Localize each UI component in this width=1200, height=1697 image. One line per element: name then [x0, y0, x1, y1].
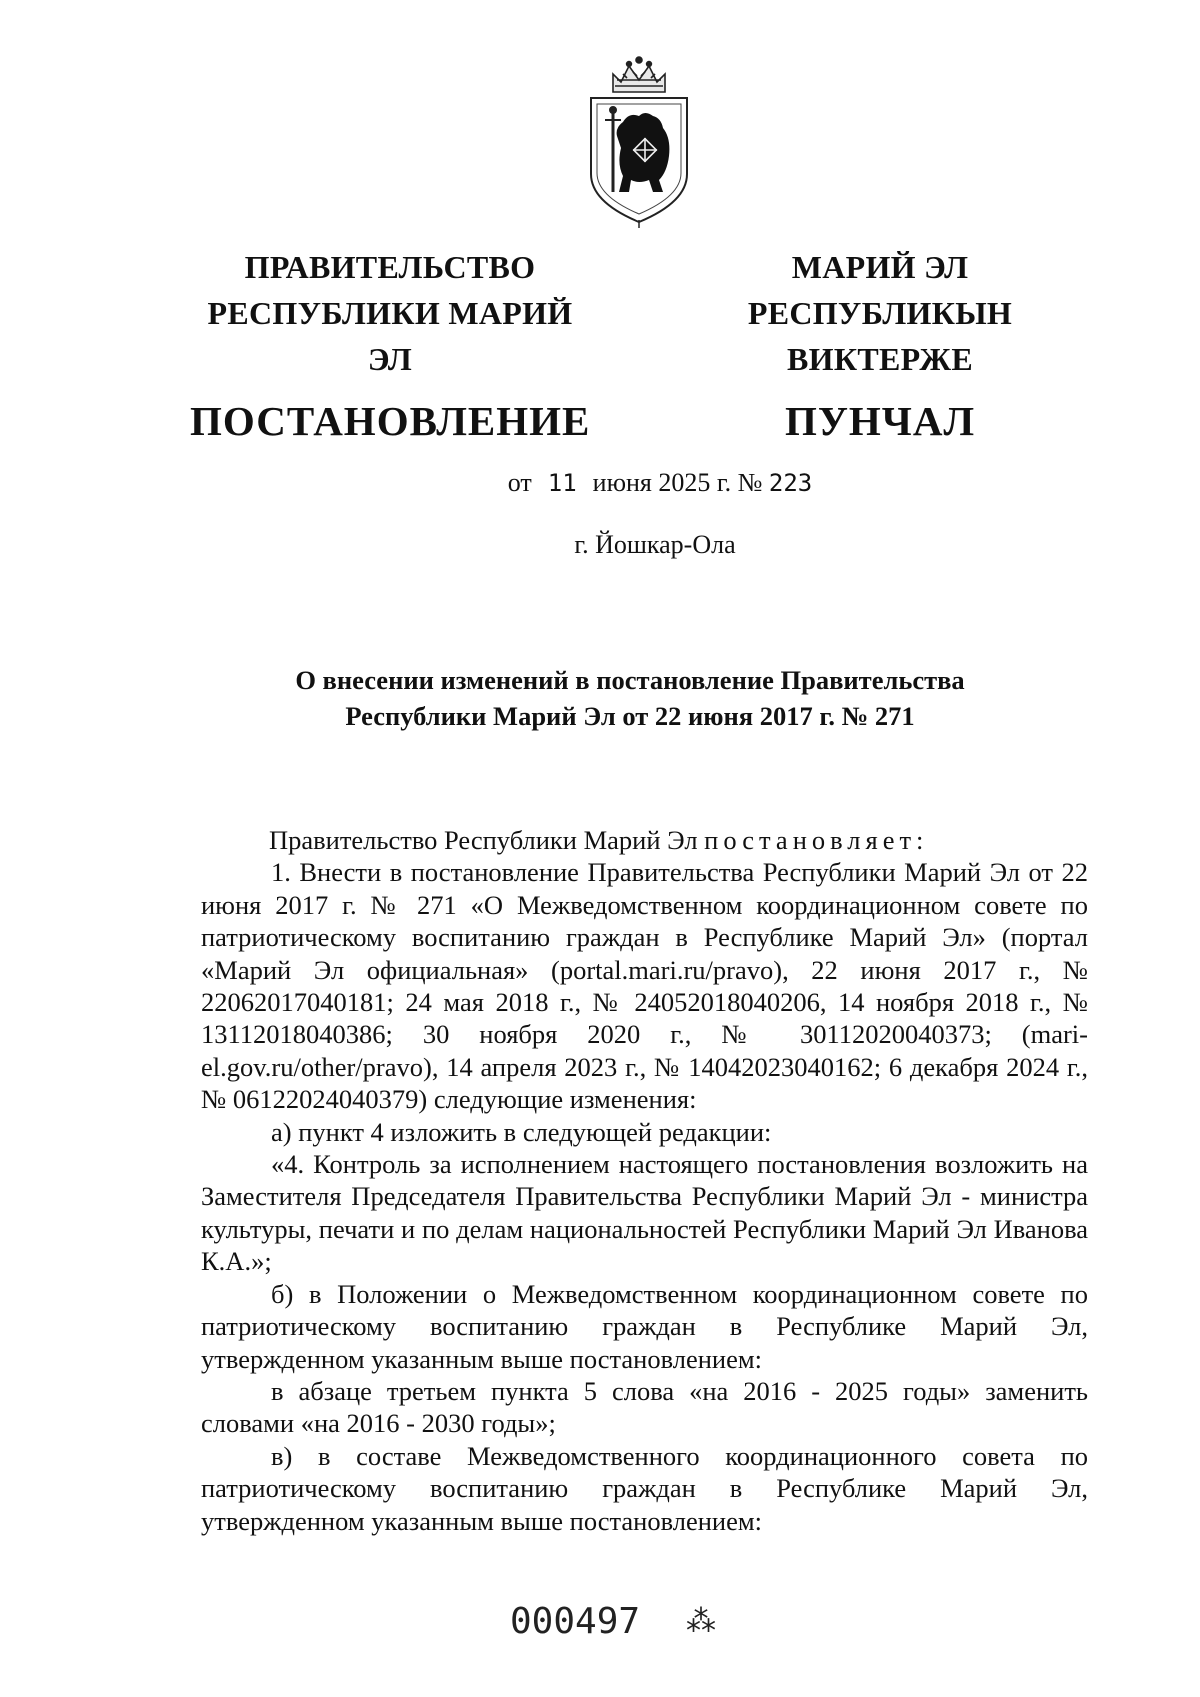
document-number: 223 [768, 469, 813, 497]
header-left-line1: ПРАВИТЕЛЬСТВО [244, 249, 536, 285]
header-left [190, 244, 590, 446]
paragraph-a: а) пункт 4 изложить в следующей редакции: [271, 1116, 772, 1147]
header-right-line1: МАРИЙ ЭЛ РЕСПУБЛИКЫН [747, 249, 1013, 331]
header-right-line2: ВИКТЕРЖЕ [787, 341, 973, 377]
intro-verb: постановляет: [704, 825, 929, 855]
date-prefix: от [507, 468, 532, 497]
paragraph-b: б) в Положении о Межведомственном координационном совете по патриотическому воспитанию граждан в Республике Марий Эл, утвержденном указанным выше постановлением: [201, 1278, 1088, 1374]
subject-line1: О внесении изменений в постановление Правительства [295, 665, 965, 695]
date-day: 11 [547, 469, 577, 497]
paragraph-a-quote: «4. Контроль за исполнением настоящего постановления возложить на Заместителя Председателя Правительства Республики Марий Эл - министра культуры, печати и по делам национальностей Республики Марий Эл Иванова К.А.»; [201, 1149, 1088, 1277]
intro-text: Правительство Республики Марий Эл [269, 825, 698, 855]
header-right [660, 244, 1100, 446]
date-line [0, 466, 1200, 500]
city: г. Йошкар-Ола [574, 530, 736, 559]
intro-paragraph [201, 824, 1088, 856]
document-type-title: ПОСТАНОВЛЕНИЕ [190, 398, 591, 444]
header-left-line2: РЕСПУБЛИКИ МАРИЙ ЭЛ [207, 295, 573, 377]
serial-mark-icon: ⁂ [686, 1604, 716, 1639]
document-subject [200, 662, 1060, 734]
serial-number: 000497 [510, 1601, 641, 1642]
subject-line2: Республики Марий Эл от 22 июня 2017 г. № 271 [345, 701, 915, 731]
paragraph-b-change: в абзаце третьем пункта 5 слова «на 2016 - 2025 годы» заменить словами «на 2016 - 2030 годы»; [201, 1375, 1088, 1439]
date-month-year: июня 2025 г. № [592, 468, 763, 497]
coat-of-arms-emblem [583, 52, 695, 228]
document-type-title-mari: ПУНЧАЛ [784, 398, 976, 444]
paragraph-1: 1. Внести в постановление Правительства Республики Марий Эл от 22 июня 2017 г. № 271 «О Межведомственном координационном совете по патриотическому воспитанию граждан в Республике Марий Эл» (портал «Марий Эл официальная» (portal.mari.ru/pravo), 22 июня 2017 г., № 22062017040181; 24 мая 2018 г., № 24052018040206, 14 ноября 2018 г., № 13112018040386; 30 ноября 2020 г., № 30112020040373; (mari-el.gov.ru/other/pravo), 14 апреля 2023 г., № 14042023040162; 6 декабря 2024 г., № 06122024040379) следующие изменения: [201, 857, 1088, 1115]
crown-icon [613, 57, 665, 92]
document-body [201, 824, 1088, 1537]
paragraph-v: в) в составе Межведомственного координационного совета по патриотическому воспитанию граждан в Республике Марий Эл, утвержденном указанным выше постановлением: [201, 1440, 1088, 1536]
form-serial [510, 1597, 750, 1647]
